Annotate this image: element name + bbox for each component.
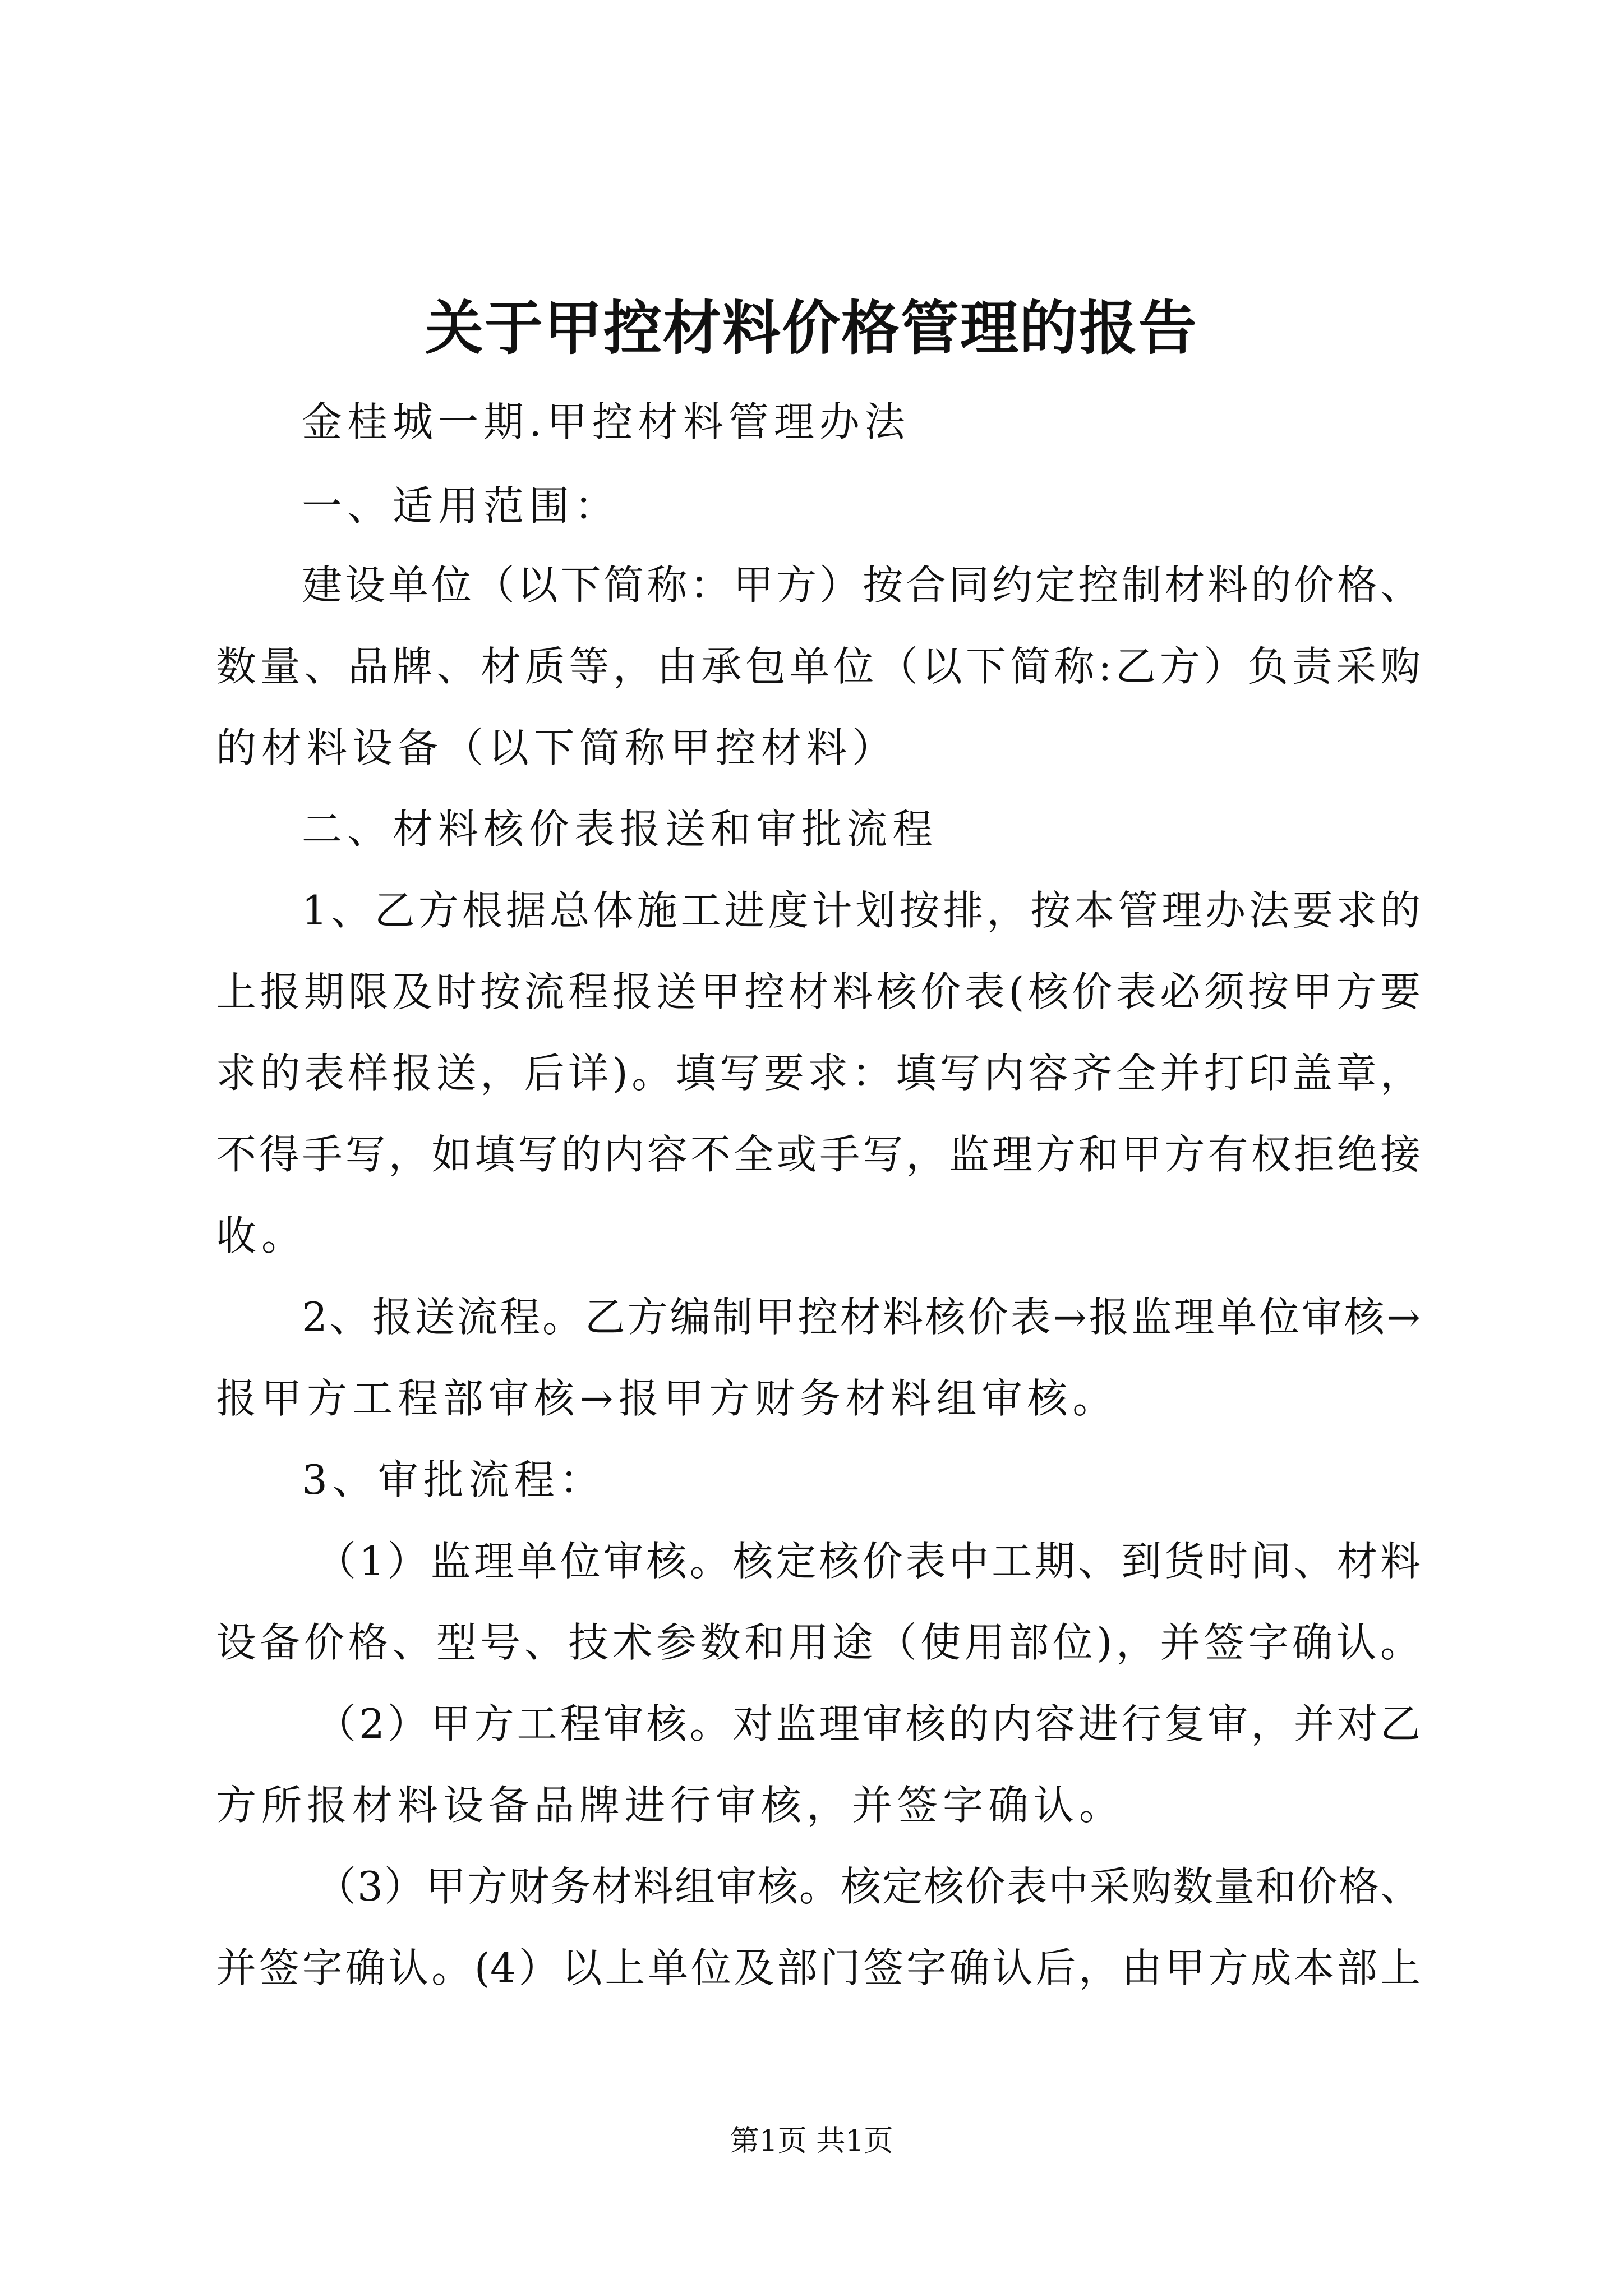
document-title: 关于甲控材料价格管理的报告	[425, 293, 1198, 362]
section-heading: 3、审批流程：	[302, 1456, 605, 1503]
subtitle-line: 金桂城一期.甲控材料管理办法	[302, 398, 910, 445]
section-heading: 二、材料核价表报送和审批流程	[302, 806, 938, 853]
paragraph-line: 报甲方工程部审核→报甲方财务材料组审核。	[216, 1375, 1118, 1422]
page-footer: 第1页 共1页	[730, 2124, 893, 2158]
paragraph-line: （3）甲方财务材料组审核。核定核价表中采购数量和价格、	[316, 1863, 1421, 1910]
paragraph-line: 数量、品牌、材质等，由承包单位（以下简称:乙方）负责采购	[216, 643, 1421, 690]
paragraph-line: 1、乙方根据总体施工进度计划按排，按本管理办法要求的	[302, 887, 1421, 934]
paragraph-line: 建设单位（以下简称：甲方）按合同约定控制材料的价格、	[302, 562, 1421, 609]
paragraph-line: 不得手写，如填写的内容不全或手写，监理方和甲方有权拒绝接	[216, 1131, 1421, 1178]
paragraph-line: 2、报送流程。乙方编制甲控材料核价表→报监理单位审核→	[302, 1294, 1421, 1341]
paragraph-line: 上报期限及时按流程报送甲控材料核价表(核价表必须按甲方要	[216, 968, 1421, 1015]
paragraph-line: 方所报材料设备品牌进行审核，并签字确认。	[216, 1782, 1125, 1829]
paragraph-line: （2）甲方工程审核。对监理审核的内容进行复审，并对乙	[316, 1700, 1421, 1747]
paragraph-line: 求的表样报送，后详)。填写要求：填写内容齐全并打印盖章，	[216, 1050, 1421, 1097]
paragraph-line: 收。	[216, 1212, 307, 1259]
paragraph-line: （1）监理单位审核。核定核价表中工期、到货时间、材料	[316, 1538, 1421, 1585]
section-heading: 一、适用范围：	[302, 482, 620, 530]
paragraph-line: 并签字确认。(4）以上单位及部门签字确认后，由甲方成本部上	[216, 1944, 1421, 1991]
paragraph-line: 的材料设备（以下简称甲控材料）	[216, 724, 898, 771]
paragraph-line: 设备价格、型号、技术参数和用途（使用部位)，并签字确认。	[216, 1619, 1421, 1666]
